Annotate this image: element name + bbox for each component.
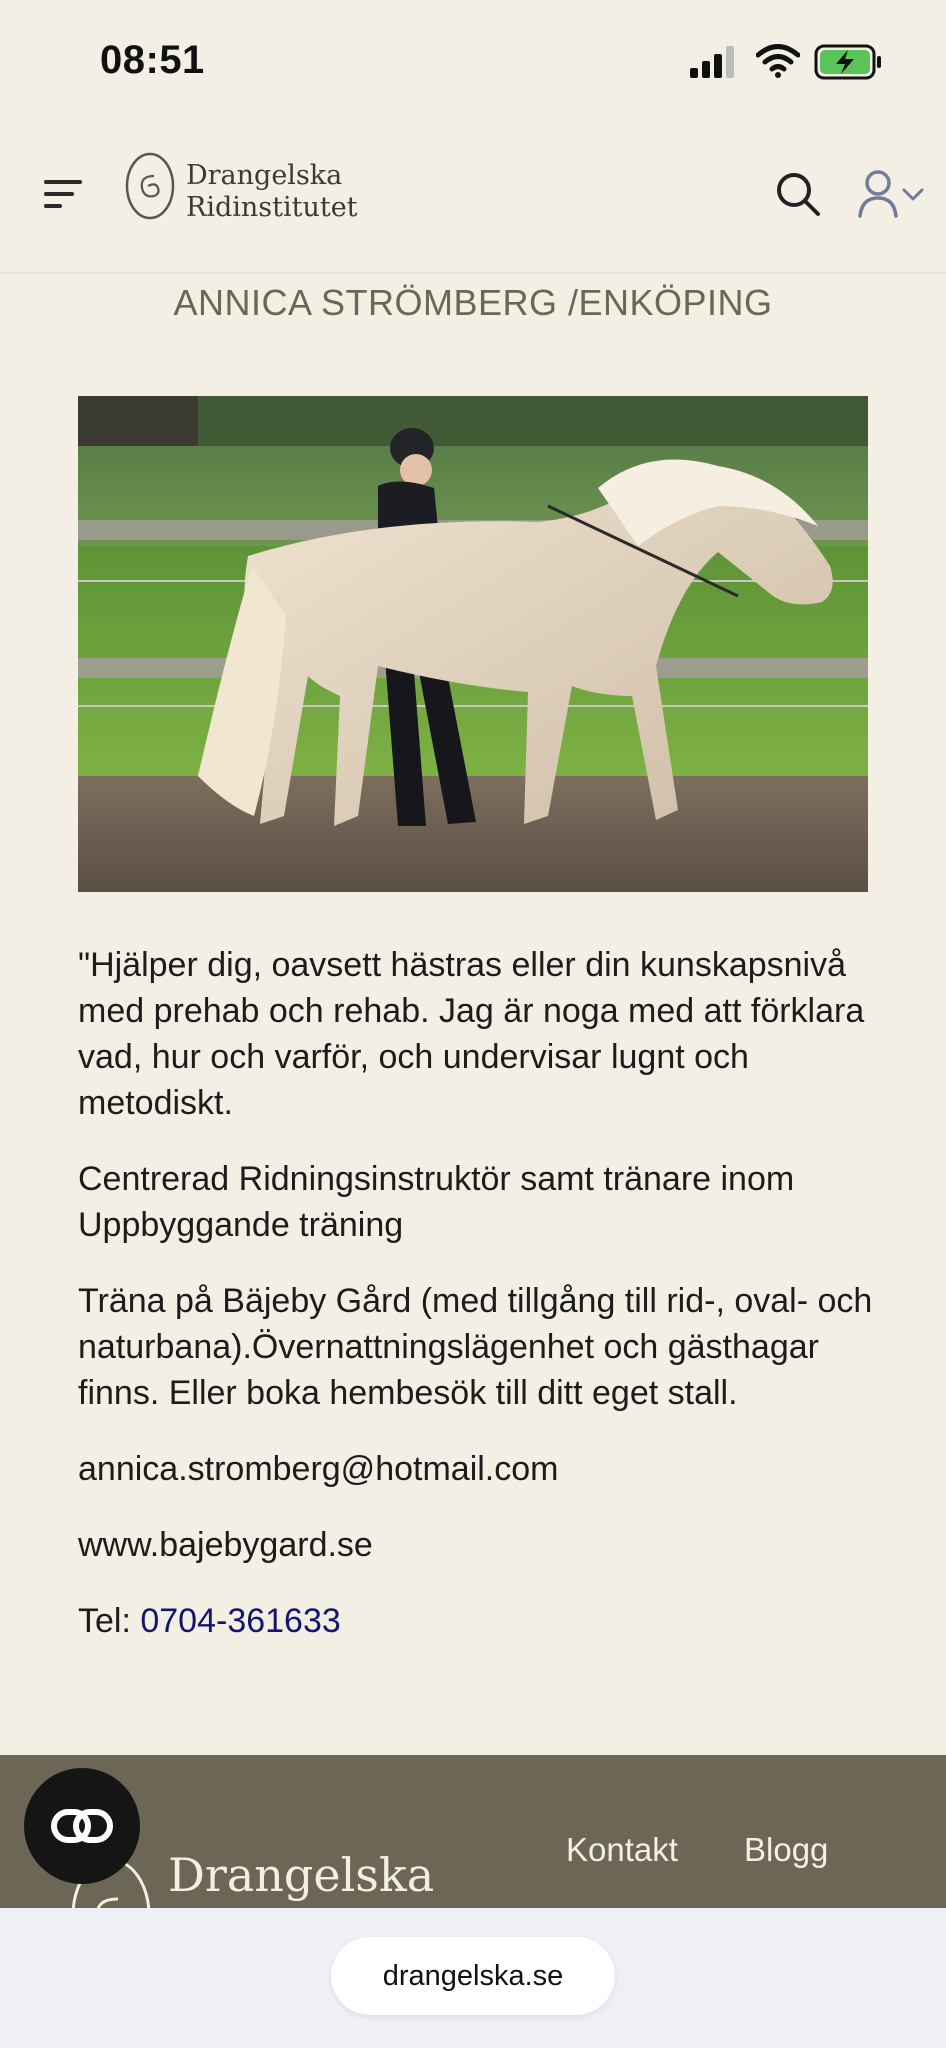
user-menu-button[interactable] [858, 166, 928, 220]
footer-link-kontakt[interactable]: Kontakt [566, 1831, 678, 1868]
chevron-down-icon [902, 188, 924, 202]
email-text: annica.stromberg@hotmail.com [78, 1450, 559, 1488]
footer-link-blogg[interactable]: Blogg [744, 1831, 829, 1868]
chat-link-icon [50, 1806, 114, 1846]
phone-label: Tel: [78, 1602, 141, 1640]
logo-mark-icon [124, 150, 176, 222]
status-time: 08:51 [100, 38, 205, 82]
user-icon [858, 166, 904, 220]
intro-paragraph: "Hjälper dig, oavsett hästras eller din kunskapsnivå med prehab och rehab. Jag är noga med att förklara vad, hur och varför, och undervisar lugnt och metodiskt. [78, 946, 865, 1122]
search-icon[interactable] [772, 168, 824, 220]
cellular-signal-icon [690, 46, 738, 78]
page-title: ANNICA STRÖMBERG /ENKÖPING [173, 282, 773, 323]
phone-line [78, 1598, 878, 1644]
location-paragraph: Träna på Bäjeby Gård (med tillgång till rid-, oval- och naturbana).Övernattningslägenhet och gästhagar finns. Eller boka hembesök till ditt eget stall. [78, 1282, 873, 1412]
logo-text: Drangelska Ridinstitutet [186, 160, 358, 223]
status-bar [0, 0, 946, 120]
menu-icon[interactable] [44, 176, 84, 212]
profile-description [78, 942, 878, 1674]
phone-link[interactable]: 0704-361633 [140, 1602, 341, 1640]
site-logo[interactable] [124, 150, 384, 230]
website-text: www.bajebygard.se [78, 1526, 373, 1564]
footer-logo-text: Drangelska [168, 1848, 435, 1902]
chat-button[interactable] [24, 1768, 140, 1884]
battery-charging-icon [814, 44, 884, 80]
qualification-paragraph: Centrerad Ridningsinstruktör samt tränare inom Uppbyggande träning [78, 1160, 795, 1244]
url-bar[interactable]: drangelska.se [331, 1937, 615, 2015]
wifi-icon [756, 44, 800, 78]
browser-toolbar [0, 1908, 946, 2048]
horse-photo [78, 396, 868, 892]
site-header [0, 120, 946, 274]
